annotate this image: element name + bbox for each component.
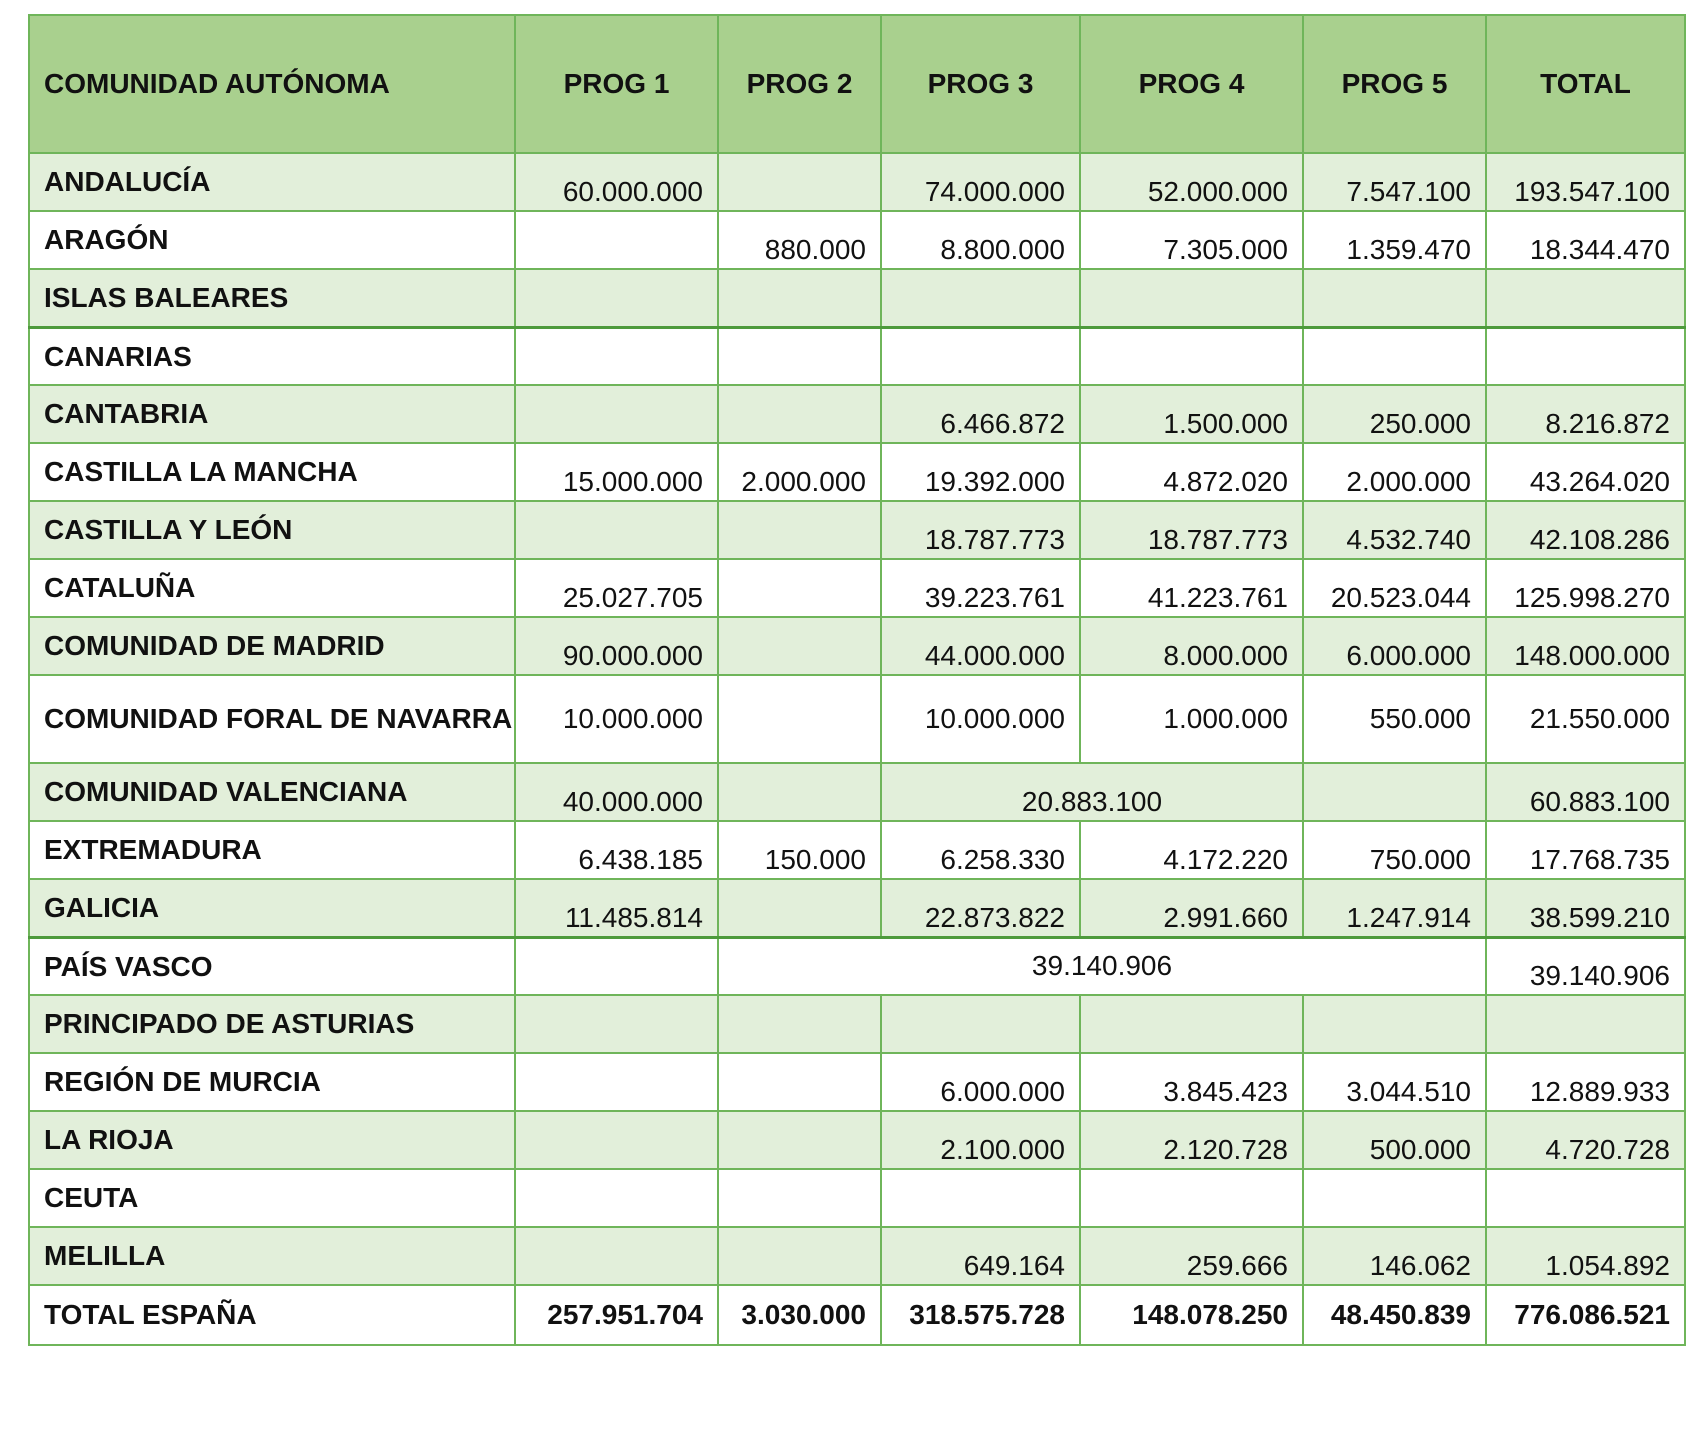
cell-prog5: 250.000 [1303,385,1486,443]
cell-prog2 [718,1053,881,1111]
total-prog1: 257.951.704 [515,1285,718,1345]
cell-prog1: 90.000.000 [515,617,718,675]
cell-prog2 [718,1111,881,1169]
cell-prog4 [1080,327,1303,385]
table-row [29,617,1685,675]
cell-prog3 [881,269,1080,327]
cell-prog4 [1080,995,1303,1053]
row-name: GALICIA [29,879,515,937]
header-prog3: PROG 3 [881,15,1080,153]
cell-prog2 [718,617,881,675]
row-name: CASTILLA LA MANCHA [29,443,515,501]
cell-prog2 [718,501,881,559]
cell-prog3: 6.000.000 [881,1053,1080,1111]
cell-prog5: 750.000 [1303,821,1486,879]
cell-prog3 [881,995,1080,1053]
cell-prog4: 3.845.423 [1080,1053,1303,1111]
cell-prog3: 22.873.822 [881,879,1080,937]
table-row [29,443,1685,501]
cell-prog2 [718,385,881,443]
row-name: ARAGÓN [29,211,515,269]
row-name: COMUNIDAD VALENCIANA [29,763,515,821]
header-prog4: PROG 4 [1080,15,1303,153]
row-name: EXTREMADURA [29,821,515,879]
cell-prog2-prog5-merged: 39.140.906 [718,937,1486,995]
cell-prog1: 60.000.000 [515,153,718,211]
row-name: CEUTA [29,1169,515,1227]
cell-prog4: 259.666 [1080,1227,1303,1285]
cell-prog2 [718,1227,881,1285]
funding-table [28,14,1686,1346]
cell-prog3: 39.223.761 [881,559,1080,617]
cell-prog5 [1303,763,1486,821]
cell-prog1: 6.438.185 [515,821,718,879]
row-name: CANTABRIA [29,385,515,443]
row-name: PRINCIPADO DE ASTURIAS [29,995,515,1053]
cell-total [1486,995,1685,1053]
table-row [29,879,1685,937]
cell-prog2: 2.000.000 [718,443,881,501]
cell-prog4: 2.991.660 [1080,879,1303,937]
cell-prog3: 19.392.000 [881,443,1080,501]
cell-prog3: 8.800.000 [881,211,1080,269]
cell-total: 193.547.100 [1486,153,1685,211]
cell-prog4 [1080,1169,1303,1227]
cell-prog3 [881,1169,1080,1227]
cell-prog1 [515,1227,718,1285]
table-row [29,327,1685,385]
cell-prog1: 15.000.000 [515,443,718,501]
cell-prog3: 18.787.773 [881,501,1080,559]
cell-prog3: 2.100.000 [881,1111,1080,1169]
cell-prog5: 2.000.000 [1303,443,1486,501]
cell-prog1 [515,1053,718,1111]
header-prog1: PROG 1 [515,15,718,153]
cell-prog4: 2.120.728 [1080,1111,1303,1169]
cell-total: 39.140.906 [1486,937,1685,995]
cell-prog1 [515,1169,718,1227]
table-row [29,1169,1685,1227]
cell-prog5: 3.044.510 [1303,1053,1486,1111]
total-prog2: 3.030.000 [718,1285,881,1345]
cell-total: 42.108.286 [1486,501,1685,559]
table-row [29,269,1685,327]
cell-prog2: 880.000 [718,211,881,269]
row-name: COMUNIDAD FORAL DE NAVARRA [29,675,515,763]
cell-prog5: 6.000.000 [1303,617,1486,675]
row-name: MELILLA [29,1227,515,1285]
table-row [29,211,1685,269]
cell-prog1 [515,385,718,443]
cell-prog3: 10.000.000 [881,675,1080,763]
cell-prog2 [718,995,881,1053]
cell-prog5 [1303,1169,1486,1227]
cell-prog1: 40.000.000 [515,763,718,821]
cell-prog1 [515,501,718,559]
cell-prog5: 146.062 [1303,1227,1486,1285]
cell-total [1486,327,1685,385]
cell-prog5 [1303,327,1486,385]
cell-total: 12.889.933 [1486,1053,1685,1111]
cell-prog4: 1.500.000 [1080,385,1303,443]
cell-prog1 [515,269,718,327]
row-name: ANDALUCÍA [29,153,515,211]
cell-prog1: 25.027.705 [515,559,718,617]
table-row [29,153,1685,211]
cell-prog3: 649.164 [881,1227,1080,1285]
cell-prog2 [718,1169,881,1227]
cell-prog2 [718,763,881,821]
cell-prog5: 4.532.740 [1303,501,1486,559]
total-prog3: 318.575.728 [881,1285,1080,1345]
cell-prog4: 4.172.220 [1080,821,1303,879]
row-name: COMUNIDAD DE MADRID [29,617,515,675]
table-row [29,675,1685,763]
cell-prog2 [718,327,881,385]
cell-prog3: 74.000.000 [881,153,1080,211]
cell-prog2 [718,879,881,937]
header-prog5: PROG 5 [1303,15,1486,153]
cell-total: 17.768.735 [1486,821,1685,879]
cell-prog1: 10.000.000 [515,675,718,763]
row-name: CASTILLA Y LEÓN [29,501,515,559]
cell-prog5: 550.000 [1303,675,1486,763]
cell-total: 8.216.872 [1486,385,1685,443]
cell-prog1 [515,211,718,269]
cell-prog2: 150.000 [718,821,881,879]
cell-prog1: 11.485.814 [515,879,718,937]
cell-prog4: 8.000.000 [1080,617,1303,675]
total-row [29,1285,1685,1345]
cell-total: 18.344.470 [1486,211,1685,269]
header-comunidad: COMUNIDAD AUTÓNOMA [29,15,515,153]
cell-prog2 [718,269,881,327]
cell-prog1 [515,1111,718,1169]
table-row [29,385,1685,443]
total-total: 776.086.521 [1486,1285,1685,1345]
table-row [29,995,1685,1053]
cell-prog3: 6.258.330 [881,821,1080,879]
cell-total: 148.000.000 [1486,617,1685,675]
table-row [29,763,1685,821]
cell-prog5: 500.000 [1303,1111,1486,1169]
cell-prog3: 6.466.872 [881,385,1080,443]
cell-prog2 [718,675,881,763]
cell-prog3: 44.000.000 [881,617,1080,675]
cell-prog5: 1.247.914 [1303,879,1486,937]
cell-prog3 [881,327,1080,385]
cell-total: 43.264.020 [1486,443,1685,501]
cell-prog5 [1303,995,1486,1053]
cell-total: 21.550.000 [1486,675,1685,763]
row-name: PAÍS VASCO [29,937,515,995]
total-prog4: 148.078.250 [1080,1285,1303,1345]
header-total: TOTAL [1486,15,1685,153]
cell-prog2 [718,153,881,211]
cell-total: 4.720.728 [1486,1111,1685,1169]
row-name: REGIÓN DE MURCIA [29,1053,515,1111]
header-row [29,15,1685,153]
cell-prog1 [515,995,718,1053]
cell-prog4: 1.000.000 [1080,675,1303,763]
cell-total: 60.883.100 [1486,763,1685,821]
cell-total: 38.599.210 [1486,879,1685,937]
table-row [29,1053,1685,1111]
table-row [29,559,1685,617]
total-prog5: 48.450.839 [1303,1285,1486,1345]
cell-prog5 [1303,269,1486,327]
cell-total [1486,1169,1685,1227]
cell-total: 125.998.270 [1486,559,1685,617]
table-row [29,937,1685,995]
cell-prog4: 4.872.020 [1080,443,1303,501]
cell-prog1 [515,937,718,995]
cell-prog4: 41.223.761 [1080,559,1303,617]
cell-prog5: 20.523.044 [1303,559,1486,617]
cell-prog4: 52.000.000 [1080,153,1303,211]
cell-prog3-prog4-merged: 20.883.100 [881,763,1303,821]
total-row-name: TOTAL ESPAÑA [29,1285,515,1345]
cell-prog1 [515,327,718,385]
cell-total [1486,269,1685,327]
cell-prog4: 18.787.773 [1080,501,1303,559]
table-row [29,1227,1685,1285]
table-row [29,821,1685,879]
row-name: CANARIAS [29,327,515,385]
row-name: ISLAS BALEARES [29,269,515,327]
table-row [29,501,1685,559]
cell-total: 1.054.892 [1486,1227,1685,1285]
cell-prog5: 1.359.470 [1303,211,1486,269]
cell-prog4 [1080,269,1303,327]
table-row [29,1111,1685,1169]
cell-prog2 [718,559,881,617]
header-prog2: PROG 2 [718,15,881,153]
cell-prog5: 7.547.100 [1303,153,1486,211]
cell-prog4: 7.305.000 [1080,211,1303,269]
row-name: LA RIOJA [29,1111,515,1169]
row-name: CATALUÑA [29,559,515,617]
